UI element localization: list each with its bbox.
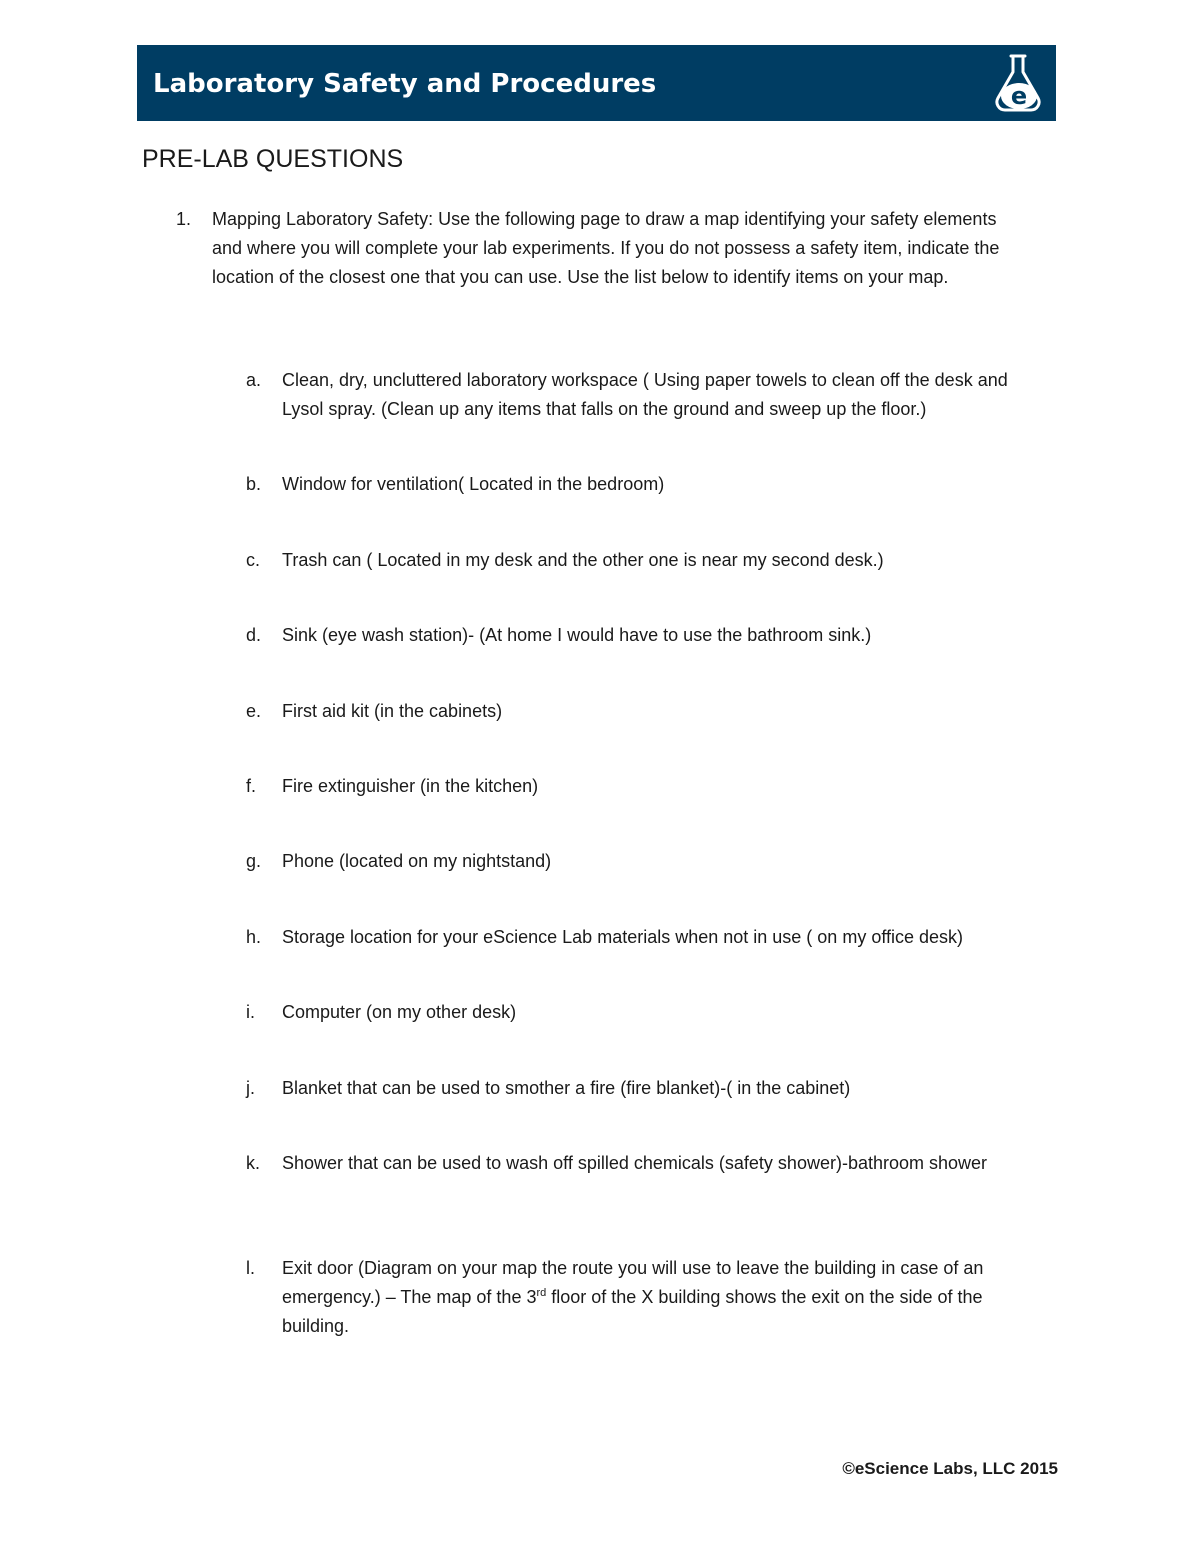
list-item-i: [246, 998, 1036, 1027]
item-letter: g.: [246, 851, 262, 871]
item-letter: e.: [246, 701, 262, 721]
item-text: Phone (located on my nightstand): [282, 851, 552, 871]
list-item-j: [246, 1074, 1036, 1103]
logo-letter: e: [1010, 82, 1028, 110]
item-letter: i.: [246, 1002, 255, 1022]
item-text-before: Exit door (Diagram on your map the route you will use to leave the building in case of an emergency.) – The map of the 3: [282, 1258, 984, 1307]
question-text: Mapping Laboratory Safety: Use the following page to draw a map identifying your safety elements and where you will complete your lab experiments. If you do not possess a safety item, indicate the location of the closest one that you can use. Use the list below to identify items on your map.: [212, 209, 1000, 287]
item-letter: c.: [246, 550, 261, 570]
copyright-footer: ©eScience Labs, LLC 2015: [842, 1459, 1058, 1478]
list-item-e: [246, 697, 1036, 726]
item-text-after: floor of the X building shows the exit on the side of the building.: [282, 1287, 983, 1336]
question-1: [176, 205, 1016, 292]
item-letter: b.: [246, 474, 262, 494]
item-text: Shower that can be used to wash off spilled chemicals (safety shower)-bathroom shower: [282, 1153, 988, 1173]
item-letter: h.: [246, 927, 262, 947]
item-letter: l.: [246, 1258, 255, 1278]
item-text: Storage location for your eScience Lab materials when not in use ( on my office desk): [282, 927, 964, 947]
flask-icon: [992, 52, 1044, 114]
list-item-c: [246, 546, 1036, 575]
header-title: Laboratory Safety and Procedures: [153, 69, 657, 99]
list-item-a: [246, 366, 1036, 424]
list-item-h: [246, 923, 1036, 952]
item-letter: f.: [246, 776, 257, 796]
item-letter: k.: [246, 1153, 261, 1173]
item-text: Sink (eye wash station)- (At home I would have to use the bathroom sink.): [282, 625, 872, 645]
list-item-k: [246, 1149, 1036, 1178]
item-text: Clean, dry, uncluttered laboratory workspace ( Using paper towels to clean off the desk and Lysol spray. (Clean up any items that falls on the ground and sweep up the floor.): [282, 370, 1008, 419]
item-text: Fire extinguisher (in the kitchen): [282, 776, 539, 796]
item-superscript: rd: [536, 1287, 547, 1299]
list-item-b: [246, 470, 1036, 499]
item-letter: d.: [246, 625, 262, 645]
question-number: 1.: [176, 209, 192, 229]
list-item-d: [246, 621, 1036, 650]
item-letter: j.: [246, 1078, 255, 1098]
list-item-l: [246, 1254, 1036, 1341]
list-item-f: [246, 772, 1036, 801]
item-text: First aid kit (in the cabinets): [282, 701, 503, 721]
item-text: Blanket that can be used to smother a fire (fire blanket)-( in the cabinet): [282, 1078, 851, 1098]
section-heading: PRE-LAB QUESTIONS: [142, 145, 404, 173]
header-banner: [137, 45, 1056, 121]
item-text: Trash can ( Located in my desk and the other one is near my second desk.): [282, 550, 884, 570]
item-text: [282, 1254, 1036, 1341]
item-text: Computer (on my other desk): [282, 1002, 517, 1022]
list-item-g: [246, 847, 1036, 876]
item-letter: a.: [246, 370, 262, 390]
item-text: Window for ventilation( Located in the bedroom): [282, 474, 665, 494]
